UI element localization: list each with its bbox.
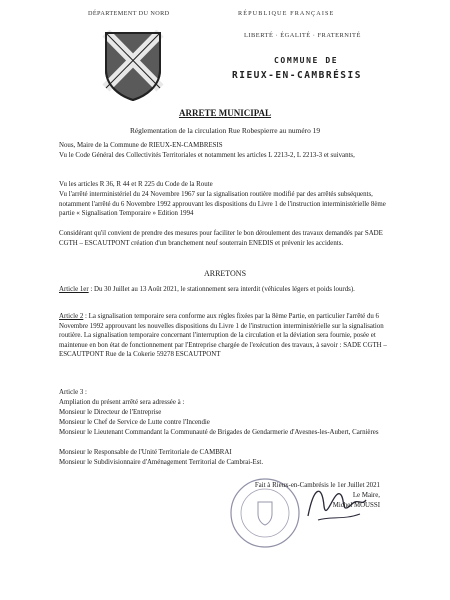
preamble-line: Vu les articles R 36, R 44 et R 225 du Code de la Route — [59, 181, 213, 188]
article-1-label: Article 1er — [59, 286, 89, 293]
preamble-line: Considérant qu'il convient de prendre des mesures pour faciliter le bon déroulement des travaux demandés par SADE CGTH – ESCAUTPONT création d'un branchement neuf souterrain ENEDIS et prévenir les accidents. — [59, 230, 383, 247]
article-1-text: : Du 30 Juillet au 13 Août 2021, le stationnement sera interdit (véhicules légers et poids lourds). — [88, 286, 355, 293]
commune-name: RIEUX-EN-CAMBRÉSIS — [232, 70, 362, 81]
recipient-line: Monsieur le Chef de Service de Lutte contre l'Incendie — [59, 419, 210, 426]
document-subtitle: Réglementation de la circulation Rue Robespierre au numéro 19 — [129, 126, 321, 135]
place-and-date: Fait à Rieux-en-Cambrésis le 1er Juillet 2021 — [254, 482, 380, 489]
preamble-line: Nous, Maire de la Commune de RIEUX-EN-CAMBRESIS — [59, 142, 223, 149]
preamble-line: Vu le Code Général des Collectivités Territoriales et notamment les articles L 2213-2, L 2213-3 et suivants, — [59, 152, 355, 159]
article-1 — [59, 285, 389, 295]
coat-of-arms-icon — [102, 30, 164, 102]
republic-header: RÉPUBLIQUE FRANÇAISE — [238, 10, 335, 17]
signatory-role: Le Maire, — [352, 492, 380, 499]
commune-label: COMMUNE DE — [274, 56, 339, 65]
preamble-line: Vu l'arrêté interministériel du 24 Novembre 1967 sur la signalisation routière modifié par des arrêtés subséquents, notamment l'arrêté du 6 Novembre 1992 approuvant les dispositions du Livre 1 de l'instruction interministérielle 8ème partie « Signalisation Temporaire » Edition 1994 — [59, 191, 386, 218]
article-3-label: Article 3 : — [59, 389, 87, 396]
ampliation-line: Ampliation du présent arrêté sera adressée à : — [59, 399, 185, 406]
recipient-line: Monsieur le Responsable de l'Unité Territoriale de CAMBRAI — [59, 449, 232, 456]
republic-motto: LIBERTÉ · ÉGALITÉ · FRATERNITÉ — [244, 32, 361, 39]
signatory-name: Michel MOUSSI — [332, 502, 380, 509]
article-2 — [59, 312, 389, 360]
recipient-line: Monsieur le Directeur de l'Entreprise — [59, 409, 162, 416]
arretons-heading: ARRETONS — [203, 269, 247, 278]
article-2-text: : La signalisation temporaire sera conforme aux règles fixées par la 8ème Partie, en particulier l'arrêté du 6 Novembre 1992 approuvant les nouvelles dispositions du Livre 1 de l'instruction interministérielle sur la signalisation routière. La signalisation temporaire concernant l'interruption de la circulation et la déviation sera fournie, posée et maintenue en bon état de fonctionnement par l'Entreprise chargée de l'exécution des travaux, à savoir : SADE CGTH – ESCAUTPONT Rue de la Cokerie 59278 ESCAUTPONT — [59, 313, 387, 359]
recipient-line: Monsieur le Lieutenant Commandant la Communauté de Brigades de Gendarmerie d'Avesnes-les-Aubert, Carnières — [59, 429, 379, 436]
document-title: ARRETE MUNICIPAL — [178, 108, 272, 118]
recipient-line: Monsieur le Subdivisionnaire d'Aménagement Territorial de Cambrai-Est. — [59, 459, 264, 466]
department-header: DÉPARTEMENT DU NORD — [88, 10, 170, 17]
article-2-label: Article 2 — [59, 313, 84, 320]
